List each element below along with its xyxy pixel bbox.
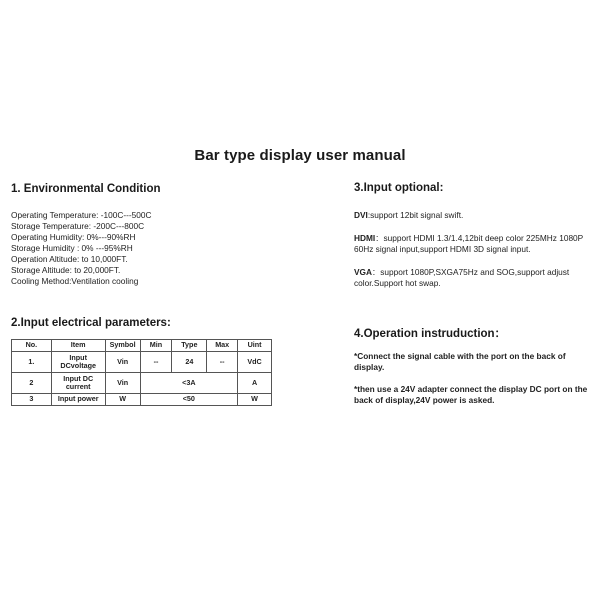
table-cell: 2 [12, 373, 52, 394]
operation-heading: 4.Operation instruduction： [354, 328, 507, 340]
vga-label: VGA [354, 267, 372, 277]
table-row [12, 352, 272, 373]
table-cell: Vin [105, 352, 140, 373]
col-header: Min [140, 340, 172, 352]
env-item: Operating Temperature: -100C---500C [11, 210, 152, 220]
table-cell: <50 [140, 394, 238, 406]
electrical-heading: 2.Input electrical parameters: [11, 317, 171, 329]
table-cell: -- [140, 352, 172, 373]
table-header-row [12, 340, 272, 352]
dvi-label: DVI [354, 210, 368, 220]
table-cell: W [238, 394, 272, 406]
col-header: Item [51, 340, 105, 352]
table-cell: 1. [12, 352, 52, 373]
table-cell: 3 [12, 394, 52, 406]
vga-paragraph [354, 267, 594, 288]
document-title: Bar type display user manual [194, 147, 406, 164]
table-cell: 24 [172, 352, 207, 373]
env-item: Storage Humidity : 0% ---95%RH [11, 243, 133, 253]
table-cell: W [105, 394, 140, 406]
electrical-params-table [11, 339, 272, 406]
vga-text: ：support 1080P,SXGA75Hz and SOG,support adjust color.Support hot swap. [354, 267, 570, 288]
input-optional-heading: 3.Input optional: [354, 182, 444, 194]
table-cell: Input power [51, 394, 105, 406]
hdmi-text: ：support HDMI 1.3/1.4,12bit deep color 225MHz 1080P 60Hz signal input,support HDMI 3D signal input. [354, 233, 584, 254]
env-item: Cooling Method:Ventilation cooling [11, 276, 139, 286]
environmental-heading: 1. Environmental Condition [11, 183, 161, 195]
env-item: Operation Altitude: to 10,000FT. [11, 254, 128, 264]
table-cell: VdC [238, 352, 272, 373]
table-row [12, 394, 272, 406]
col-header: Type [172, 340, 207, 352]
table-cell: A [238, 373, 272, 394]
col-header: No. [12, 340, 52, 352]
operation-step: *Connect the signal cable with the port on the back of display. [354, 351, 566, 372]
hdmi-label: HDMI [354, 233, 376, 243]
table-cell: Input DCvoltage [51, 352, 105, 373]
env-item: Storage Temperature: -200C---800C [11, 221, 145, 231]
env-item: Storage Altitude: to 20,000FT. [11, 265, 121, 275]
table-cell: Input DC current [51, 373, 105, 394]
dvi-paragraph [354, 210, 594, 221]
table-cell: Vin [105, 373, 140, 394]
table-row [12, 373, 272, 394]
operation-step: *then use a 24V adapter connect the display DC port on the back of display,24V power is asked. [354, 384, 588, 405]
env-item: Operating Humidity: 0%---90%RH [11, 232, 136, 242]
col-header: Uint [238, 340, 272, 352]
table-cell: <3A [140, 373, 238, 394]
col-header: Max [207, 340, 238, 352]
dvi-text: :support 12bit signal swift. [367, 210, 464, 220]
table-cell: -- [207, 352, 238, 373]
environmental-list [11, 210, 211, 287]
col-header: Symbol [105, 340, 140, 352]
hdmi-paragraph [354, 233, 594, 254]
